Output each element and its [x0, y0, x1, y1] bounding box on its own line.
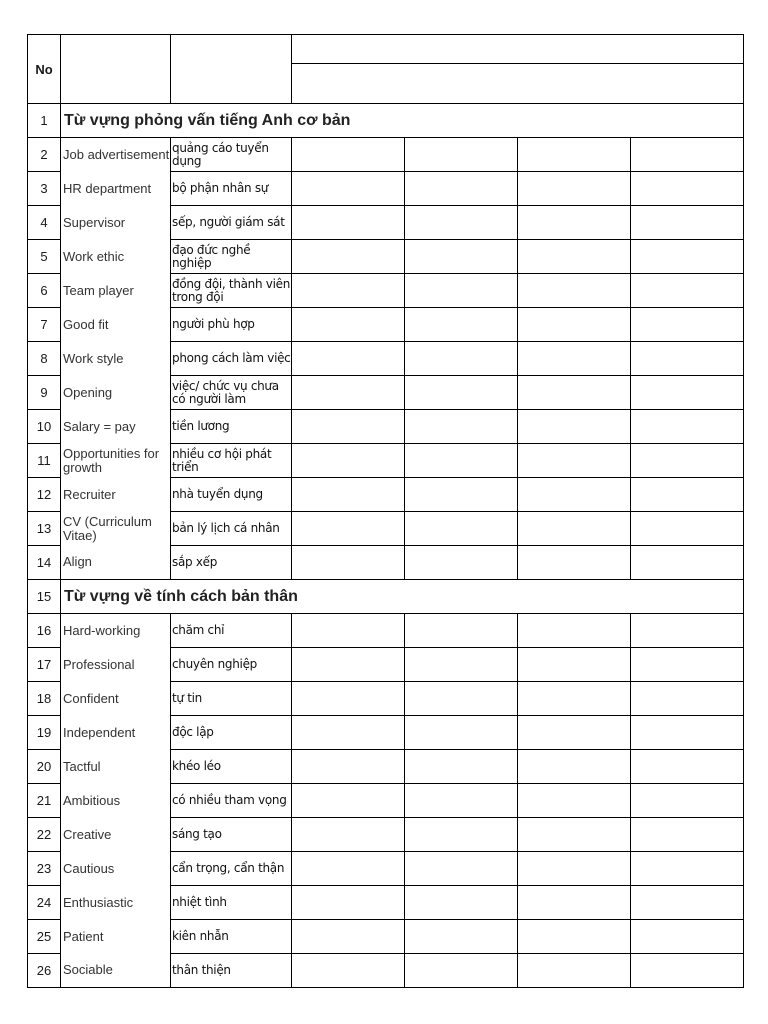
- vocabulary-table: [27, 34, 744, 988]
- english-term: Work style: [61, 342, 171, 376]
- blank-cell[interactable]: [631, 240, 744, 274]
- blank-cell[interactable]: [405, 206, 518, 240]
- blank-cell[interactable]: [292, 648, 405, 682]
- blank-cell[interactable]: [518, 444, 631, 478]
- table-row: [28, 342, 744, 376]
- vietnamese-meaning: khéo léo: [171, 750, 292, 784]
- english-term: HR department: [61, 172, 171, 206]
- row-number: 9: [28, 376, 61, 410]
- blank-cell[interactable]: [405, 614, 518, 648]
- english-term: Salary = pay: [61, 410, 171, 444]
- table-row: [28, 138, 744, 172]
- blank-cell[interactable]: [518, 920, 631, 954]
- table-row: [28, 410, 744, 444]
- row-number: 25: [28, 920, 61, 954]
- vietnamese-meaning: nhiệt tình: [171, 886, 292, 920]
- english-term: CV (Curriculum Vitae): [61, 512, 171, 546]
- blank-cell[interactable]: [405, 886, 518, 920]
- row-number: 3: [28, 172, 61, 206]
- vietnamese-meaning: tự tin: [171, 682, 292, 716]
- blank-cell[interactable]: [518, 240, 631, 274]
- blank-cell[interactable]: [631, 546, 744, 580]
- blank-cell[interactable]: [518, 546, 631, 580]
- blank-cell[interactable]: [292, 682, 405, 716]
- english-term: Recruiter: [61, 478, 171, 512]
- english-term: Good fit: [61, 308, 171, 342]
- blank-cell[interactable]: [405, 308, 518, 342]
- table-row: [28, 818, 744, 852]
- blank-cell[interactable]: [405, 138, 518, 172]
- blank-cell[interactable]: [292, 274, 405, 308]
- vietnamese-meaning: chăm chỉ: [171, 614, 292, 648]
- blank-cell[interactable]: [292, 376, 405, 410]
- blank-cell[interactable]: [518, 478, 631, 512]
- blank-cell[interactable]: [518, 308, 631, 342]
- vietnamese-meaning: sếp, người giám sát: [171, 206, 292, 240]
- vietnamese-meaning: có nhiều tham vọng: [171, 784, 292, 818]
- table-row: [28, 172, 744, 206]
- vietnamese-meaning: kiên nhẫn: [171, 920, 292, 954]
- blank-cell[interactable]: [405, 648, 518, 682]
- english-term: Professional: [61, 648, 171, 682]
- blank-cell[interactable]: [405, 920, 518, 954]
- header-bottom-cell: [292, 64, 744, 104]
- no-column-header: No: [28, 35, 61, 104]
- vietnamese-meaning: cẩn trọng, cẩn thận: [171, 852, 292, 886]
- blank-cell[interactable]: [631, 512, 744, 546]
- section-row: [28, 580, 744, 614]
- table-row: [28, 274, 744, 308]
- vietnamese-meaning: đạo đức nghề nghiệp: [171, 240, 292, 274]
- section-title: Từ vựng về tính cách bản thân: [61, 580, 744, 614]
- blank-cell[interactable]: [631, 342, 744, 376]
- row-number: 16: [28, 614, 61, 648]
- blank-cell[interactable]: [518, 172, 631, 206]
- row-number: 23: [28, 852, 61, 886]
- blank-cell[interactable]: [518, 750, 631, 784]
- blank-cell[interactable]: [405, 852, 518, 886]
- blank-cell[interactable]: [292, 478, 405, 512]
- blank-cell[interactable]: [518, 274, 631, 308]
- blank-cell[interactable]: [292, 206, 405, 240]
- blank-cell[interactable]: [631, 920, 744, 954]
- row-number: 20: [28, 750, 61, 784]
- vietnamese-meaning: sáng tạo: [171, 818, 292, 852]
- blank-cell[interactable]: [292, 818, 405, 852]
- english-term: Ambitious: [61, 784, 171, 818]
- blank-cell[interactable]: [292, 172, 405, 206]
- blank-cell[interactable]: [518, 852, 631, 886]
- blank-cell[interactable]: [518, 138, 631, 172]
- vietnamese-meaning: việc/ chức vụ chưa có người làm: [171, 376, 292, 410]
- row-number: 12: [28, 478, 61, 512]
- row-number: 19: [28, 716, 61, 750]
- row-number: 21: [28, 784, 61, 818]
- blank-cell[interactable]: [292, 308, 405, 342]
- vietnamese-meaning: bộ phận nhân sự: [171, 172, 292, 206]
- meaning-column-header: [171, 35, 292, 104]
- english-term: Confident: [61, 682, 171, 716]
- vietnamese-meaning: đồng đội, thành viên trong đội: [171, 274, 292, 308]
- blank-cell[interactable]: [631, 206, 744, 240]
- blank-cell[interactable]: [292, 138, 405, 172]
- english-term: Opening: [61, 376, 171, 410]
- row-number: 18: [28, 682, 61, 716]
- blank-cell[interactable]: [405, 478, 518, 512]
- blank-cell[interactable]: [405, 274, 518, 308]
- blank-cell[interactable]: [518, 206, 631, 240]
- blank-cell[interactable]: [405, 376, 518, 410]
- blank-cell[interactable]: [405, 342, 518, 376]
- vietnamese-meaning: phong cách làm việc: [171, 342, 292, 376]
- blank-cell[interactable]: [631, 852, 744, 886]
- vietnamese-meaning: độc lập: [171, 716, 292, 750]
- row-number: 5: [28, 240, 61, 274]
- blank-cell[interactable]: [631, 784, 744, 818]
- blank-cell[interactable]: [292, 750, 405, 784]
- blank-cell[interactable]: [631, 274, 744, 308]
- english-term: Opportunities for growth: [61, 444, 171, 478]
- table-row: [28, 682, 744, 716]
- table-row: [28, 444, 744, 478]
- english-term: Sociable: [61, 954, 171, 988]
- blank-cell[interactable]: [405, 784, 518, 818]
- blank-cell[interactable]: [631, 478, 744, 512]
- blank-cell[interactable]: [631, 444, 744, 478]
- english-term: Enthusiastic: [61, 886, 171, 920]
- table-row: [28, 478, 744, 512]
- blank-cell[interactable]: [292, 342, 405, 376]
- blank-cell[interactable]: [292, 716, 405, 750]
- blank-cell[interactable]: [405, 410, 518, 444]
- blank-cell[interactable]: [631, 716, 744, 750]
- blank-cell[interactable]: [405, 512, 518, 546]
- vietnamese-meaning: tiền lương: [171, 410, 292, 444]
- table-row: [28, 376, 744, 410]
- blank-cell[interactable]: [631, 138, 744, 172]
- blank-cell[interactable]: [631, 886, 744, 920]
- english-term: Creative: [61, 818, 171, 852]
- section-number: 15: [28, 580, 61, 614]
- table-row: [28, 750, 744, 784]
- vietnamese-meaning: nhà tuyển dụng: [171, 478, 292, 512]
- section-title: Từ vựng phỏng vấn tiếng Anh cơ bản: [61, 104, 744, 138]
- blank-cell[interactable]: [631, 308, 744, 342]
- row-number: 8: [28, 342, 61, 376]
- english-term: Independent: [61, 716, 171, 750]
- blank-cell[interactable]: [631, 750, 744, 784]
- table-row: [28, 852, 744, 886]
- blank-cell[interactable]: [292, 240, 405, 274]
- table-row: [28, 648, 744, 682]
- header-row: [28, 35, 744, 64]
- blank-cell[interactable]: [631, 376, 744, 410]
- blank-cell[interactable]: [292, 920, 405, 954]
- table-row: [28, 240, 744, 274]
- row-number: 6: [28, 274, 61, 308]
- row-number: 26: [28, 954, 61, 988]
- blank-cell[interactable]: [292, 954, 405, 988]
- english-term: Work ethic: [61, 240, 171, 274]
- vietnamese-meaning: bản lý lịch cá nhân: [171, 512, 292, 546]
- table-row: [28, 546, 744, 580]
- blank-cell[interactable]: [518, 648, 631, 682]
- vietnamese-meaning: quảng cáo tuyển dụng: [171, 138, 292, 172]
- row-number: 17: [28, 648, 61, 682]
- blank-cell[interactable]: [405, 172, 518, 206]
- row-number: 13: [28, 512, 61, 546]
- blank-cell[interactable]: [292, 444, 405, 478]
- english-term: Patient: [61, 920, 171, 954]
- vietnamese-meaning: người phù hợp: [171, 308, 292, 342]
- blank-cell[interactable]: [518, 886, 631, 920]
- blank-cell[interactable]: [405, 240, 518, 274]
- blank-cell[interactable]: [518, 818, 631, 852]
- blank-cell[interactable]: [631, 682, 744, 716]
- blank-cell[interactable]: [518, 512, 631, 546]
- vietnamese-meaning: nhiều cơ hội phát triển: [171, 444, 292, 478]
- english-term: Team player: [61, 274, 171, 308]
- row-number: 10: [28, 410, 61, 444]
- blank-cell[interactable]: [292, 546, 405, 580]
- table-row: [28, 512, 744, 546]
- blank-cell[interactable]: [518, 682, 631, 716]
- row-number: 7: [28, 308, 61, 342]
- blank-cell[interactable]: [292, 886, 405, 920]
- blank-cell[interactable]: [405, 444, 518, 478]
- blank-cell[interactable]: [631, 410, 744, 444]
- blank-cell[interactable]: [405, 750, 518, 784]
- table-row: [28, 614, 744, 648]
- blank-cell[interactable]: [631, 614, 744, 648]
- table-row: [28, 206, 744, 240]
- blank-cell[interactable]: [405, 954, 518, 988]
- table-row: [28, 954, 744, 988]
- section-row: [28, 104, 744, 138]
- vietnamese-meaning: thân thiện: [171, 954, 292, 988]
- table-row: [28, 784, 744, 818]
- row-number: 24: [28, 886, 61, 920]
- english-term: Job advertisement: [61, 138, 171, 172]
- blank-cell[interactable]: [518, 954, 631, 988]
- english-term: Hard-working: [61, 614, 171, 648]
- term-column-header: [61, 35, 171, 104]
- section-number: 1: [28, 104, 61, 138]
- blank-cell[interactable]: [518, 410, 631, 444]
- blank-cell[interactable]: [292, 852, 405, 886]
- blank-cell[interactable]: [405, 682, 518, 716]
- blank-cell[interactable]: [518, 716, 631, 750]
- english-term: Tactful: [61, 750, 171, 784]
- row-number: 4: [28, 206, 61, 240]
- row-number: 22: [28, 818, 61, 852]
- blank-cell[interactable]: [405, 818, 518, 852]
- table-row: [28, 308, 744, 342]
- table-row: [28, 920, 744, 954]
- english-term: Supervisor: [61, 206, 171, 240]
- row-number: 14: [28, 546, 61, 580]
- header-top-cell: [292, 35, 744, 64]
- row-number: 2: [28, 138, 61, 172]
- blank-cell[interactable]: [405, 716, 518, 750]
- blank-cell[interactable]: [518, 614, 631, 648]
- blank-cell[interactable]: [631, 818, 744, 852]
- blank-cell[interactable]: [631, 172, 744, 206]
- blank-cell[interactable]: [292, 512, 405, 546]
- blank-cell[interactable]: [518, 342, 631, 376]
- blank-cell[interactable]: [292, 614, 405, 648]
- blank-cell[interactable]: [518, 784, 631, 818]
- row-number: 11: [28, 444, 61, 478]
- blank-cell[interactable]: [631, 954, 744, 988]
- table-row: [28, 716, 744, 750]
- blank-cell[interactable]: [631, 648, 744, 682]
- english-term: Cautious: [61, 852, 171, 886]
- vietnamese-meaning: chuyên nghiệp: [171, 648, 292, 682]
- blank-cell[interactable]: [405, 546, 518, 580]
- table-row: [28, 886, 744, 920]
- blank-cell[interactable]: [292, 784, 405, 818]
- english-term: Align: [61, 546, 171, 580]
- blank-cell[interactable]: [292, 410, 405, 444]
- vietnamese-meaning: sắp xếp: [171, 546, 292, 580]
- blank-cell[interactable]: [518, 376, 631, 410]
